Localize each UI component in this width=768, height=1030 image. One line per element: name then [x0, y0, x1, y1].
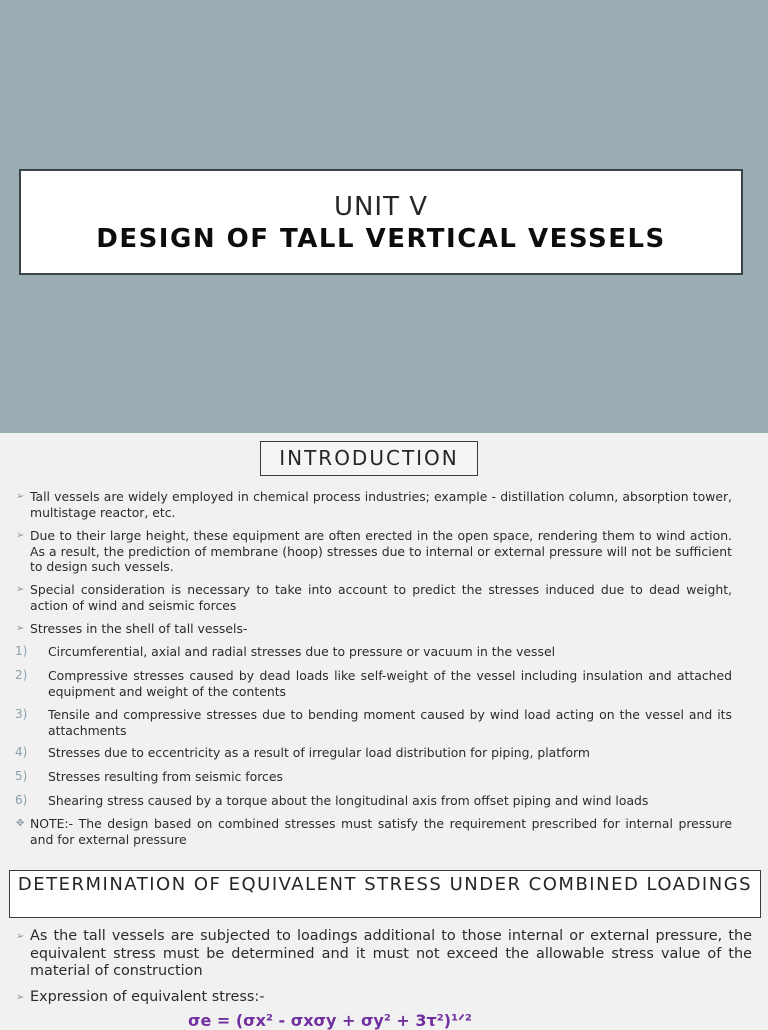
item-text: Tensile and compressive stresses due to bending moment caused by wind load acting on the vessel and its attachments	[48, 707, 732, 738]
bullet-text: As the tall vessels are subjected to loadings additional to those internal or external pressure, the equivalent stress must be determined and it must not exceed the allowable stress value of the material of construction	[30, 928, 752, 979]
arrow-bullet-icon: ➢	[16, 491, 25, 502]
bullet-text: Special consideration is necessary to take into account to predict the stresses induced due to dead weight, action of wind and seismic forces	[30, 582, 732, 613]
item-number: 2)	[15, 668, 28, 682]
item-number: 4)	[15, 745, 28, 759]
arrow-bullet-icon: ➢	[16, 584, 25, 595]
item-number: 6)	[15, 793, 28, 807]
unit-title: UNIT V	[333, 192, 429, 222]
item-text: Circumferential, axial and radial stresses due to pressure or vacuum in the vessel	[48, 644, 556, 659]
equivalent-stress-formula: σe = (σx² - σxσy + σy² + 3τ²)¹ᐟ²	[188, 1011, 472, 1030]
main-title: DESIGN OF TALL VERTICAL VESSELS	[96, 224, 666, 254]
item-text: Stresses due to eccentricity as a result of irregular load distribution for piping, platform	[48, 745, 591, 760]
arrow-bullet-icon: ➢	[16, 530, 25, 541]
content-slide	[0, 433, 768, 1030]
title-slide	[0, 0, 768, 433]
item-text: Shearing stress caused by a torque about the longitudinal axis from offset piping and wind loads	[48, 793, 649, 808]
bullet-text: Due to their large height, these equipment are often erected in the open space, rendering them to wind action. As a result, the prediction of membrane (hoop) stresses due to internal or external pressure will not be sufficient to design such vessels.	[30, 528, 732, 574]
title-box	[19, 169, 743, 275]
item-number: 1)	[15, 644, 28, 658]
arrow-bullet-icon: ➢	[16, 992, 25, 1003]
item-text: Compressive stresses caused by dead loads like self-weight of the vessel including insulation and attached equipment and weight of the contents	[48, 668, 732, 699]
diamond-bullet-icon: ✥	[16, 818, 25, 829]
equivalent-stress-heading: DETERMINATION OF EQUIVALENT STRESS UNDER COMBINED LOADINGS	[9, 870, 761, 918]
arrow-bullet-icon: ➢	[16, 623, 25, 634]
bullet-text: Stresses in the shell of tall vessels-	[30, 621, 248, 636]
note-text: NOTE:- The design based on combined stresses must satisfy the requirement prescribed for internal pressure and for external pressure	[30, 816, 732, 847]
bullet-text: Expression of equivalent stress:-	[30, 989, 265, 1005]
item-text: Stresses resulting from seismic forces	[48, 769, 283, 784]
item-number: 5)	[15, 769, 28, 783]
introduction-heading: INTRODUCTION	[260, 441, 478, 476]
arrow-bullet-icon: ➢	[16, 931, 25, 942]
bullet-text: Tall vessels are widely employed in chemical process industries; example - distillation column, absorption tower, multistage reactor, etc.	[30, 489, 732, 520]
item-number: 3)	[15, 707, 28, 721]
